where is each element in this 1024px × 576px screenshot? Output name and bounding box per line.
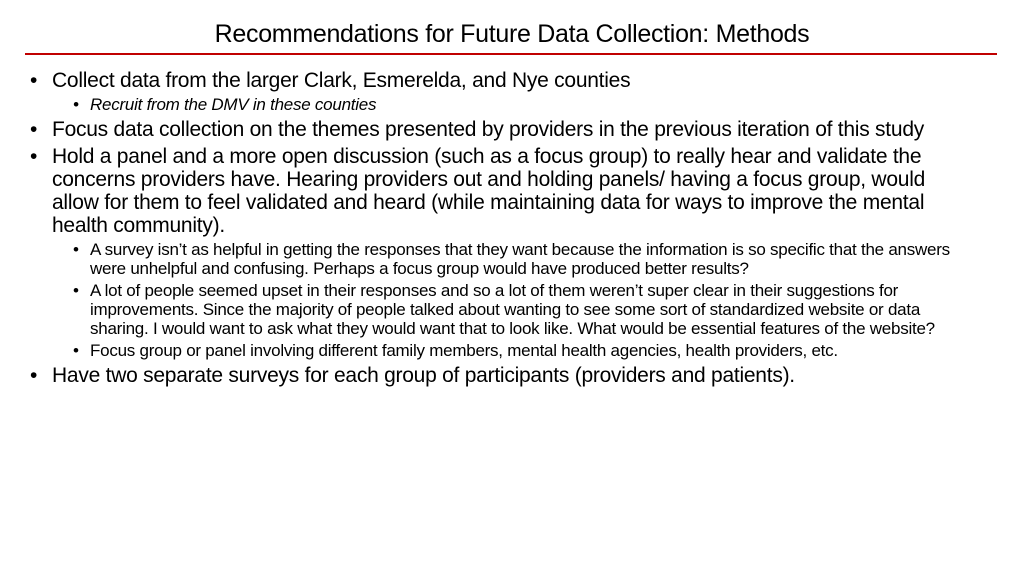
bullet-icon: • [73,240,79,259]
bullet-icon: • [30,364,38,387]
bullet-item-2 [30,118,970,141]
sub-bullet-item-3-3 [30,341,970,360]
bullet-text: Collect data from the larger Clark, Esmerelda, and Nye counties [52,69,631,92]
bullet-icon: • [73,341,79,360]
title-divider [25,53,997,55]
slide-title: Recommendations for Future Data Collection: Methods [214,20,810,48]
sub-bullet-text: A lot of people seemed upset in their responses and so a lot of them weren’t super clear in their suggestions for improvements. Since the majority of people talked about wanting to see some sort of standardized website or data sharing. I would want to ask what they would want that to look like. What would be essential features of the website? [90,281,935,338]
bullet-icon: • [73,95,79,114]
sub-bullet-text: Focus group or panel involving different family members, mental health agencies, health providers, etc. [90,341,838,360]
sub-bullet-item-3-1 [30,240,970,278]
bullet-text: Focus data collection on the themes presented by providers in the previous iteration of this study [52,118,924,141]
sub-bullet-text: A survey isn’t as helpful in getting the responses that they want because the information is so specific that the answers were unhelpful and confusing. Perhaps a focus group would have produced better results? [90,240,950,278]
bullet-item-3 [30,145,970,237]
bullet-icon: • [30,118,38,141]
bullet-icon: • [30,145,38,168]
bullet-list [30,65,970,387]
bullet-text: Hold a panel and a more open discussion (such as a focus group) to really hear and validate the concerns providers have. Hearing providers out and holding panels/ having a focus group, would allow for them to feel validated and heard (while maintaining data for ways to improve the mental health community). [52,145,926,237]
sub-bullet-item-3-2 [30,281,970,338]
sub-bullet-item-1-1 [30,95,970,114]
bullet-icon: • [73,281,79,300]
bullet-text: Have two separate surveys for each group of participants (providers and patients). [52,364,795,387]
bullet-item-1 [30,69,970,92]
bullet-icon: • [30,69,38,92]
bullet-item-4 [30,364,970,387]
sub-bullet-text: Recruit from the DMV in these counties [90,95,377,114]
